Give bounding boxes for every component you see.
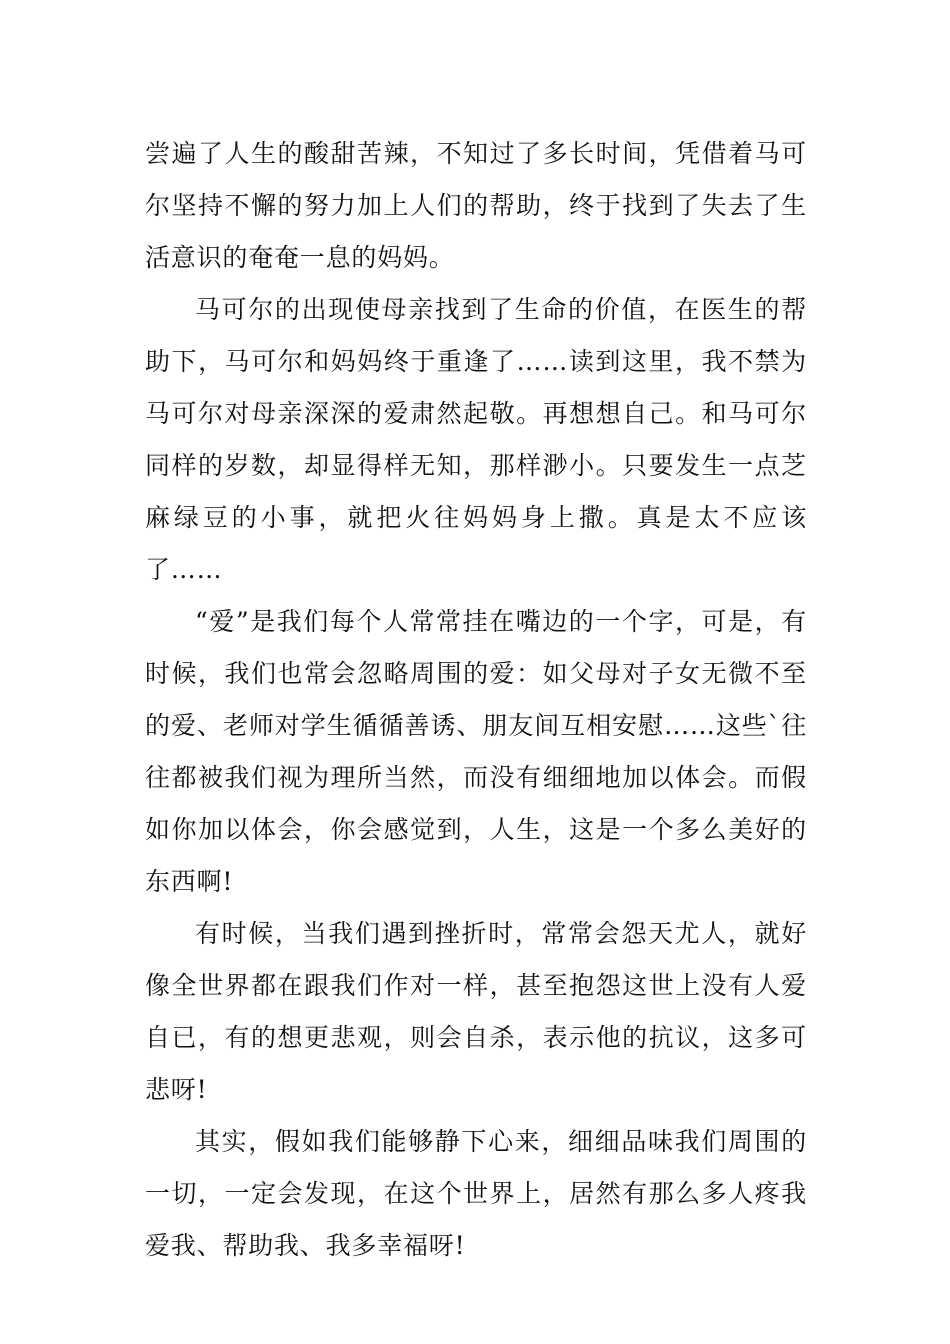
paragraph-5: 其实，假如我们能够静下心来，细细品味我们周围的一切，一定会发现，在这个世界上，居然有那么多人疼我爱我、帮助我、我多幸福呀! — [145, 1127, 807, 1260]
paragraph-2: 马可尔的出现使母亲找到了生命的价值，在医生的帮助下，马可尔和妈妈终于重逢了……读到这里，我不禁为马可尔对母亲深深的爱肃然起敬。再想想自己。和马可尔同样的岁数，却显得样无知，那样渺小。只要发生一点芝麻绿豆的小事，就把火往妈妈身上撒。真是太不应该了…… — [145, 295, 807, 584]
document-body — [145, 128, 807, 1272]
paragraph-3: “爱”是我们每个人常常挂在嘴边的一个字，可是，有时候，我们也常会忽略周围的爱：如父母对子女无微不至的爱、老师对学生循循善诱、朋友间互相安慰……这些`往往都被我们视为理所当然，而没有细细地加以体会。而假如你加以体会，你会感觉到，人生，这是一个多么美好的东西啊! — [145, 607, 807, 896]
paragraph-1: 尝遍了人生的酸甜苦辣，不知过了多长时间，凭借着马可尔坚持不懈的努力加上人们的帮助，终于找到了失去了生活意识的奄奄一息的妈妈。 — [145, 139, 807, 272]
paragraph-4: 有时候，当我们遇到挫折时，常常会怨天尤人，就好像全世界都在跟我们作对一样，甚至抱怨这世上没有人爱自已，有的想更悲观，则会自杀，表示他的抗议，这多可悲呀! — [145, 919, 807, 1104]
